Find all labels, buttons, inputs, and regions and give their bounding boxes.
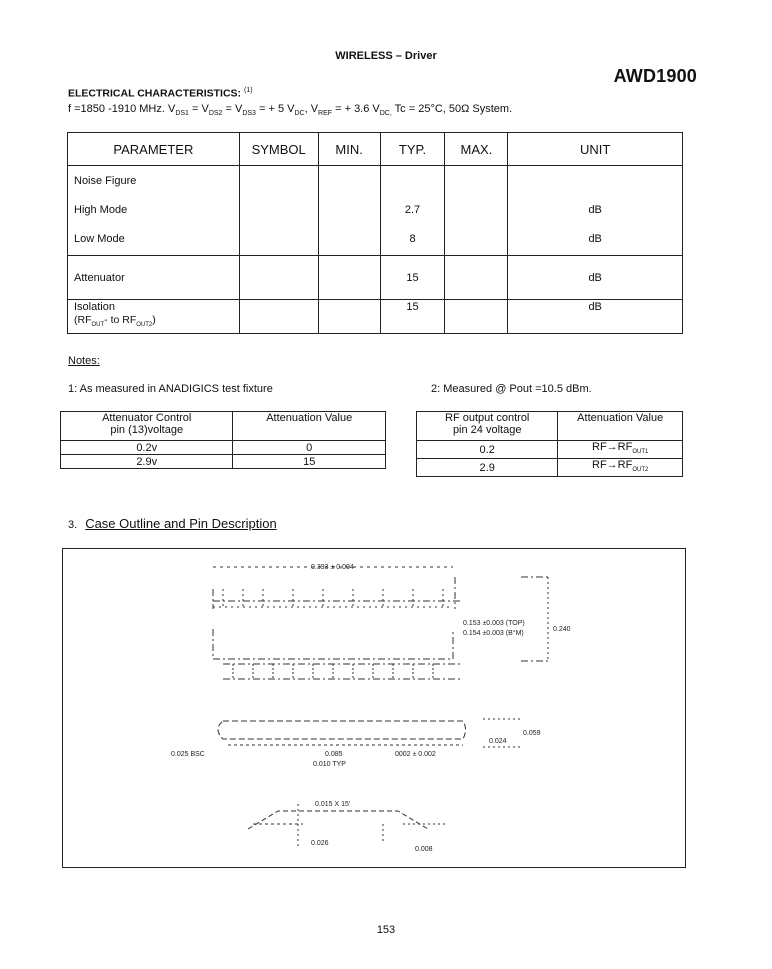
header-unit: UNIT <box>508 133 683 166</box>
param-attenuator: Attenuator <box>68 256 240 300</box>
max-cell <box>445 300 508 334</box>
unit-low-mode: dB <box>588 233 602 245</box>
dim-height: 0.240 <box>553 626 571 633</box>
cond-part: = V <box>222 103 243 115</box>
typ-high-mode: 2.7 <box>404 204 421 216</box>
document-category: WIRELESS – Driver <box>335 50 437 62</box>
rf-cell: 0.2 <box>417 441 558 459</box>
param-isolation-detail <box>74 314 238 332</box>
case-outline-box <box>62 548 686 868</box>
cond-part: = V <box>188 103 209 115</box>
att-cell: 15 <box>233 455 386 469</box>
param-isolation: Isolation <box>74 301 115 313</box>
dim-026: 0.026 <box>311 840 329 847</box>
case-outline-drawing <box>63 549 685 867</box>
cond-freq: f =1850 -1910 MHz. V <box>68 103 176 115</box>
rf-sub: OUT1 <box>632 449 649 456</box>
att-header-line: Attenuator Control <box>102 412 192 424</box>
max-cell <box>445 256 508 300</box>
max-cell <box>445 166 508 256</box>
cond-part: Tc = 25°C, 50Ω System. <box>391 103 513 115</box>
dim-top-a: 0.153 ±0.003 (TOP) <box>463 620 525 627</box>
att-header-control <box>61 412 233 441</box>
table-header-row <box>417 412 683 441</box>
unit-cell <box>508 166 683 256</box>
section-title: Case Outline and Pin Description <box>85 516 277 531</box>
dim-085: 0.085 <box>325 751 343 758</box>
dim-chamfer: 0.015 X 15' <box>315 801 351 808</box>
att-header-value: Attenuation Value <box>233 412 386 441</box>
min-cell <box>318 256 380 300</box>
cond-sub: REF <box>318 110 333 118</box>
param-isolation-cell <box>68 300 240 334</box>
note-2: 2: Measured @ Pout =10.5 dBm. <box>431 383 592 395</box>
typ-cell <box>380 166 445 256</box>
header-min: MIN. <box>318 133 380 166</box>
iso-sub: OUT <box>91 322 105 329</box>
table-header-row <box>68 133 683 166</box>
typ-low-mode: 8 <box>409 233 416 245</box>
typ-isolation: 15 <box>380 300 445 334</box>
rf-header-control <box>417 412 558 441</box>
table-row <box>61 455 386 469</box>
table-row <box>68 300 683 334</box>
rf-value: RF→RF <box>592 459 633 472</box>
cond-part: = + 3.6 V <box>332 103 380 115</box>
typ-attenuator: 15 <box>380 256 445 300</box>
dim-lead-width: 0.010 TYP <box>313 761 346 768</box>
cond-sub: DS3 <box>242 110 256 118</box>
symbol-cell <box>239 166 318 256</box>
dim-059: 0.059 <box>523 730 541 737</box>
header-parameter: PARAMETER <box>68 133 240 166</box>
rf-output-control-table <box>416 411 683 477</box>
attenuator-control-table <box>60 411 386 469</box>
iso-text: ) <box>152 314 156 326</box>
section-number: 3. <box>68 519 78 531</box>
table-row <box>68 256 683 300</box>
param-low-mode: Low Mode <box>74 233 125 245</box>
att-cell: 0.2v <box>61 441 233 455</box>
iso-text: - to RF <box>104 314 137 326</box>
att-cell: 2.9v <box>61 455 233 469</box>
unit-high-mode: dB <box>588 204 602 216</box>
unit-attenuator: dB <box>508 256 683 300</box>
symbol-cell <box>239 256 318 300</box>
cond-sub: DS2 <box>208 110 223 118</box>
param-high-mode: High Mode <box>74 204 128 216</box>
dim-024: 0.024 <box>489 738 507 745</box>
min-cell <box>318 166 380 256</box>
cond-sub: DC <box>294 110 305 118</box>
table-row <box>417 459 683 477</box>
unit-isolation: dB <box>508 300 683 334</box>
page-number: 153 <box>376 924 396 936</box>
electrical-characteristics-title <box>68 87 253 100</box>
ec-note-mark: (1) <box>243 87 253 94</box>
rf-cell <box>558 459 683 477</box>
ec-title-text: ELECTRICAL CHARACTERISTICS: <box>68 87 242 100</box>
rf-header-line: RF output control <box>445 412 530 424</box>
cond-sub: DC, <box>379 110 392 118</box>
dim-top-b: 0.154 ±0.003 (B°M) <box>463 630 524 637</box>
min-cell <box>318 300 380 334</box>
rf-header-value: Attenuation Value <box>558 412 683 441</box>
iso-sub: OUT2 <box>136 322 153 329</box>
att-cell: 0 <box>233 441 386 455</box>
test-conditions <box>68 103 512 117</box>
rf-value: RF→RF <box>592 441 633 453</box>
rf-header-line: pin 24 voltage <box>452 424 522 436</box>
electrical-characteristics-table <box>67 132 683 334</box>
att-header-line: pin (13)voltage <box>110 424 184 436</box>
dim-008: 0.008 <box>415 846 433 853</box>
header-typ: TYP. <box>380 133 445 166</box>
table-row <box>417 441 683 459</box>
table-row <box>68 166 683 256</box>
dim-width: 0.393 ± 0.004 <box>311 564 354 571</box>
rf-cell: 2.9 <box>417 459 558 477</box>
rf-cell <box>558 441 683 459</box>
param-cell <box>68 166 240 256</box>
table-header-row <box>61 412 386 441</box>
note-1: 1: As measured in ANADIGICS test fixture <box>68 383 273 395</box>
section-3-heading <box>68 516 277 531</box>
param-noise-figure: Noise Figure <box>74 175 137 187</box>
table-row <box>61 441 386 455</box>
header-max: MAX. <box>445 133 508 166</box>
part-number: AWD1900 <box>613 66 697 86</box>
notes-title: Notes: <box>68 355 100 367</box>
dim-pitch: 0.025 BSC <box>171 751 205 758</box>
dim-standoff: 0002 ± 0.002 <box>395 751 436 758</box>
cond-part: , V <box>304 103 319 115</box>
rf-sub: OUT2 <box>632 467 649 474</box>
cond-part: = + 5 V <box>255 103 295 115</box>
symbol-cell <box>239 300 318 334</box>
cond-sub: DS1 <box>175 110 189 118</box>
header-symbol: SYMBOL <box>239 133 318 166</box>
iso-text: (RF <box>74 314 92 326</box>
